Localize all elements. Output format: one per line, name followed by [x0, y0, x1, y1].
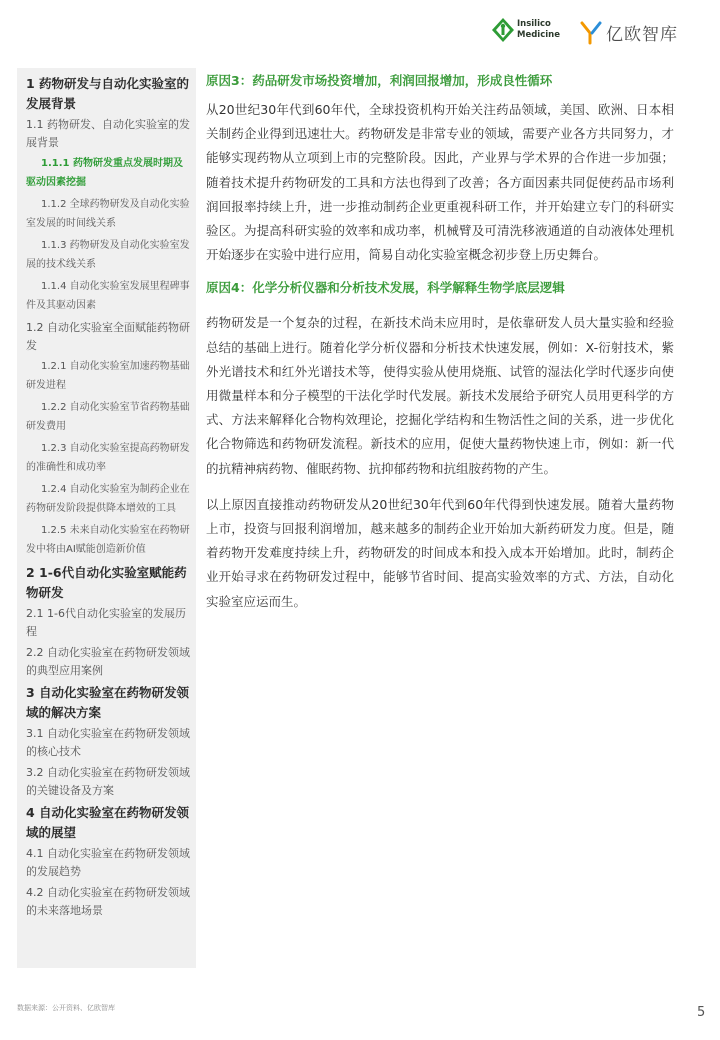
iyiou-logo-icon — [580, 21, 602, 45]
toc-chapter[interactable]: 2 1-6代自动化实验室赋能药物研发 — [26, 565, 187, 600]
table-of-contents — [17, 68, 196, 968]
reason3-paragraph: 从20世纪30年代到60年代，全球投资机构开始关注药品领域，美国、欧洲、日本相关制药企业得到迅速壮大。药物研发是非常专业的领域，需要产业各方共同努力，才能够实现药物从立项到上市的完整阶段。因此，产业界与学术界的合作进一步加强；随着技术提升药物研发的工具和方法也得到了改善；各方面因素共同促使药品市场利润回报率持续上升，进一步推动制药企业更重视科研工作，并开始建立专门的科研实验区。为提高科研实验的效率和成功率，机械臂及可清洗移液通道的自动液体处理机开始逐步在实验中进行应用，简易自动化实验室概念初步登上历史舞台。 — [206, 102, 674, 263]
toc-section[interactable]: 4.1 自动化实验室在药物研发领域的发展趋势 — [26, 847, 190, 878]
reason3-heading: 原因3：药品研发市场投资增加，利润回报增加，形成良性循环 — [206, 73, 553, 88]
toc-subsection[interactable]: 1.2.5 未来自动化实验室在药物研发中将由AI赋能创造新价值 — [26, 525, 190, 555]
page-number: 5 — [697, 1005, 706, 1020]
page-header — [0, 0, 720, 66]
toc-section[interactable]: 2.2 自动化实验室在药物研发领域的典型应用案例 — [26, 646, 190, 677]
main-content — [206, 70, 674, 614]
toc-section[interactable]: 3.2 自动化实验室在药物研发领域的关键设备及方案 — [26, 766, 190, 797]
toc-subsection[interactable]: 1.1.2 全球药物研发及自动化实验室发展的时间线关系 — [26, 199, 190, 229]
insilico-line1: Insilico — [517, 19, 551, 29]
toc-section[interactable]: 2.1 1-6代自动化实验室的发展历程 — [26, 607, 186, 638]
toc-subsection[interactable]: 1.1.4 自动化实验室发展里程碑事件及其驱动因素 — [26, 281, 190, 311]
insilico-logo-icon — [492, 18, 514, 42]
insilico-line2: Medicine — [517, 30, 560, 40]
toc-subsection[interactable]: 1.1.1 药物研发重点发展时期及驱动因素挖掘 — [26, 158, 183, 188]
toc-section[interactable]: 3.1 自动化实验室在药物研发领域的核心技术 — [26, 727, 190, 758]
iyiou-logo — [580, 20, 678, 45]
iyiou-text: 亿欧智库 — [606, 25, 678, 45]
toc-section[interactable]: 1.2 自动化实验室全面赋能药物研发 — [26, 321, 190, 352]
toc-subsection[interactable]: 1.2.1 自动化实验室加速药物基础研发进程 — [26, 361, 190, 391]
summary-paragraph: 以上原因直接推动药物研发从20世纪30年代到60年代得到快速发展。随着大量药物上市，投资与回报利润增加，越来越多的制药企业开始加大新药研发力度。但是，随着药物开发难度持续上升，药物研发的时间成本和投入成本开始增加。此时，制药企业开始寻求在药物研发过程中，能够节省时间、提高实验效率的方式、方法，自动化实验室应运而生。 — [206, 496, 674, 609]
reason4-heading: 原因4：化学分析仪器和分析技术发展，科学解释生物学底层逻辑 — [206, 280, 565, 296]
toc-subsection[interactable]: 1.1.3 药物研发及自动化实验室发展的技术线关系 — [26, 240, 190, 270]
toc-subsection[interactable]: 1.2.4 自动化实验室为制药企业在药物研发阶段提供降本增效的工具 — [26, 484, 190, 514]
reason4-paragraph: 药物研发是一个复杂的过程，在新技术尚未应用时，是依靠研发人员大量实验和经验总结的基础上进行。随着化学分析仪器和分析技术快速发展，例如：X-衍射技术，紫外光谱技术和红外光谱技术等，使得实验从使用烧瓶、试管的湿法化学时代逐步向使用微量样本和分子模型的干法化学时代发展。新技术发展给予研究人员用更科学的方式、方法来解释化合物构效理论，挖掘化学结构和生物活性之间的关系，进一步优化化合物筛选和药物研发流程。新技术的应用，促使大量药物快速上市，例如：新一代的抗精神病药物、催眠药物、抗抑郁药物和抗组胺药物的产生。 — [206, 315, 674, 476]
insilico-medicine-logo — [492, 18, 560, 42]
toc-chapter[interactable]: 3 自动化实验室在药物研发领域的解决方案 — [26, 685, 190, 720]
data-source-note: 数据来源：公开资料、亿欧智库 — [17, 1004, 115, 1012]
toc-chapter[interactable]: 1 药物研发与自动化实验室的发展背景 — [26, 76, 190, 111]
toc-subsection[interactable]: 1.2.2 自动化实验室节省药物基础研发费用 — [26, 402, 190, 432]
toc-section[interactable]: 4.2 自动化实验室在药物研发领域的未来落地场景 — [26, 886, 190, 917]
toc-section[interactable]: 1.1 药物研发、自动化实验室的发展背景 — [26, 118, 190, 149]
toc-subsection[interactable]: 1.2.3 自动化实验室提高药物研发的准确性和成功率 — [26, 443, 190, 473]
toc-chapter[interactable]: 4 自动化实验室在药物研发领域的展望 — [26, 805, 190, 840]
